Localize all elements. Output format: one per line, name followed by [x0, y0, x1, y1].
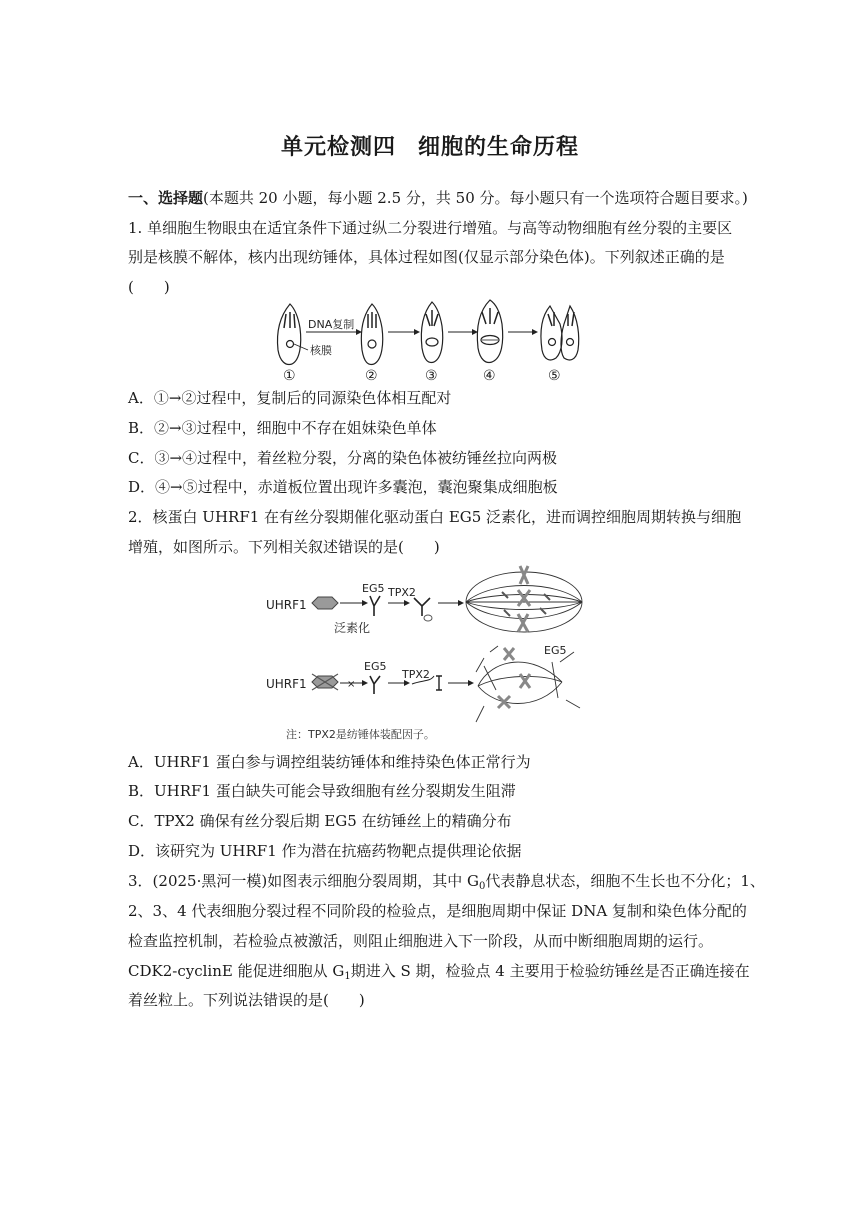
q1-option-b: B．②→③过程中，细胞中不存在姐妹染色单体 [128, 419, 437, 437]
q2-option-a: A．UHRF1 蛋白参与调控组装纺锤体和维持染色体正常行为 [128, 753, 531, 771]
q2-tpx2-complex-top [414, 598, 430, 616]
q2-spindle-normal [466, 566, 582, 632]
q3-text-line-5: 着丝粒上。下列说法错误的是( ) [128, 991, 365, 1009]
q1-option-a: A．①→②过程中，复制后的同源染色体相互配对 [128, 389, 452, 407]
title-part-a: 单元检测四 [280, 135, 396, 160]
q3-text-line-4: CDK2-cyclinE 能促进细胞从 $G_1$期进入 S 期，检验点 4 主要用于检验纺锤丝是否正确连接在 [128, 962, 750, 982]
page-title [0, 130, 860, 161]
q1-cell-4 [477, 300, 502, 362]
svg-text:×: × [347, 679, 356, 690]
q1-stage-1: ① [283, 368, 296, 382]
q1-cell-1 [278, 304, 301, 364]
q3-text-line-3: 检查监控机制，若检验点被激活，则阻止细胞进入下一阶段，从而中断细胞周期的运行。 [128, 932, 714, 950]
q2-spindle-abnormal [476, 646, 580, 722]
q1-option-d: D．④→⑤过程中，赤道板位置出现许多囊泡，囊泡聚集成细胞板 [128, 478, 558, 496]
q3-text-line-2: 2、3、4 代表细胞分裂过程不同阶段的检验点，是细胞周期中保证 DNA 复制和染色体分配的 [128, 902, 747, 920]
q2-eg5-molecule-top [370, 596, 380, 616]
title-part-b: 细胞的生命历程 [418, 135, 580, 160]
q2-label-eg5-bottom: EG5 [364, 660, 387, 673]
q2-figure [262, 562, 594, 744]
q2-eg5-molecule-bottom [370, 676, 380, 694]
q1-stage-labels [283, 368, 561, 382]
q1-option-c: C．③→④过程中，着丝粒分裂，分离的染色体被纺锤丝拉向两极 [128, 449, 558, 467]
q1-text-line-3: ( ) [128, 278, 170, 296]
q2-label-ubiquitination: 泛素化 [334, 621, 371, 635]
q1-stage-3: ③ [425, 368, 438, 382]
q1-stage-2: ② [365, 368, 378, 382]
q2-option-c: C．TPX2 确保有丝分裂后期 EG5 在纺锤丝上的精确分布 [128, 812, 512, 830]
q3-text-line-1: 3．(2025·黑河一模)如图表示细胞分裂周期，其中 $G_0$代表静息状态，细胞不生长也不分化；1、 [128, 872, 765, 892]
q2-label-uhrf1-bottom: UHRF1 [266, 677, 307, 691]
q2-figure-note: 注：TPX2是纺锤体装配因子。 [286, 728, 435, 741]
q1-stage-5: ⑤ [548, 368, 561, 382]
q1-cell-5 [541, 306, 579, 360]
section-label: 一、选择题 [128, 189, 204, 207]
q1-cell-2 [361, 304, 382, 364]
q2-label-eg5-right: EG5 [544, 644, 567, 657]
q2-label-uhrf1-top: UHRF1 [266, 598, 307, 612]
q2-label-tpx2-top: TPX2 [388, 586, 416, 599]
q2-text-line-1: 2．核蛋白 UHRF1 在有丝分裂期催化驱动蛋白 EG5 泛素化，进而调控细胞周期转换与细胞 [128, 508, 742, 526]
q2-label-tpx2-bottom: TPX2 [402, 668, 430, 681]
q2-option-b: B．UHRF1 蛋白缺失可能会导致细胞有丝分裂期发生阻滞 [128, 782, 516, 800]
q1-figure [268, 298, 604, 382]
section-description: (本题共 20 小题，每小题 2.5 分，共 50 分。每小题只有一个选项符合题目要求。) [203, 189, 748, 207]
section-heading [128, 188, 748, 208]
q2-option-d: D．该研究为 UHRF1 作为潜在抗癌药物靶点提供理论依据 [128, 842, 522, 860]
q1-label-nuclear-membrane: 核膜 [310, 344, 332, 357]
q2-text-line-2: 增殖，如图所示。下列相关叙述错误的是( ) [128, 538, 440, 556]
q1-stage-4: ④ [483, 368, 496, 382]
q1-text-line-1: 1. 单细胞生物眼虫在适宜条件下通过纵二分裂进行增殖。与高等动物细胞有丝分裂的主要区 [128, 219, 733, 237]
q1-cell-3 [421, 302, 442, 362]
q2-uhrf1-protein-top [312, 597, 338, 609]
q1-label-dna-replication: DNA复制 [308, 318, 355, 331]
q2-tpx2-unbound [436, 676, 442, 690]
q1-text-line-2: 别是核膜不解体，核内出现纺锤体，具体过程如图(仅显示部分染色体)。下列叙述正确的是 [128, 248, 725, 266]
q2-label-eg5-top: EG5 [362, 582, 385, 595]
